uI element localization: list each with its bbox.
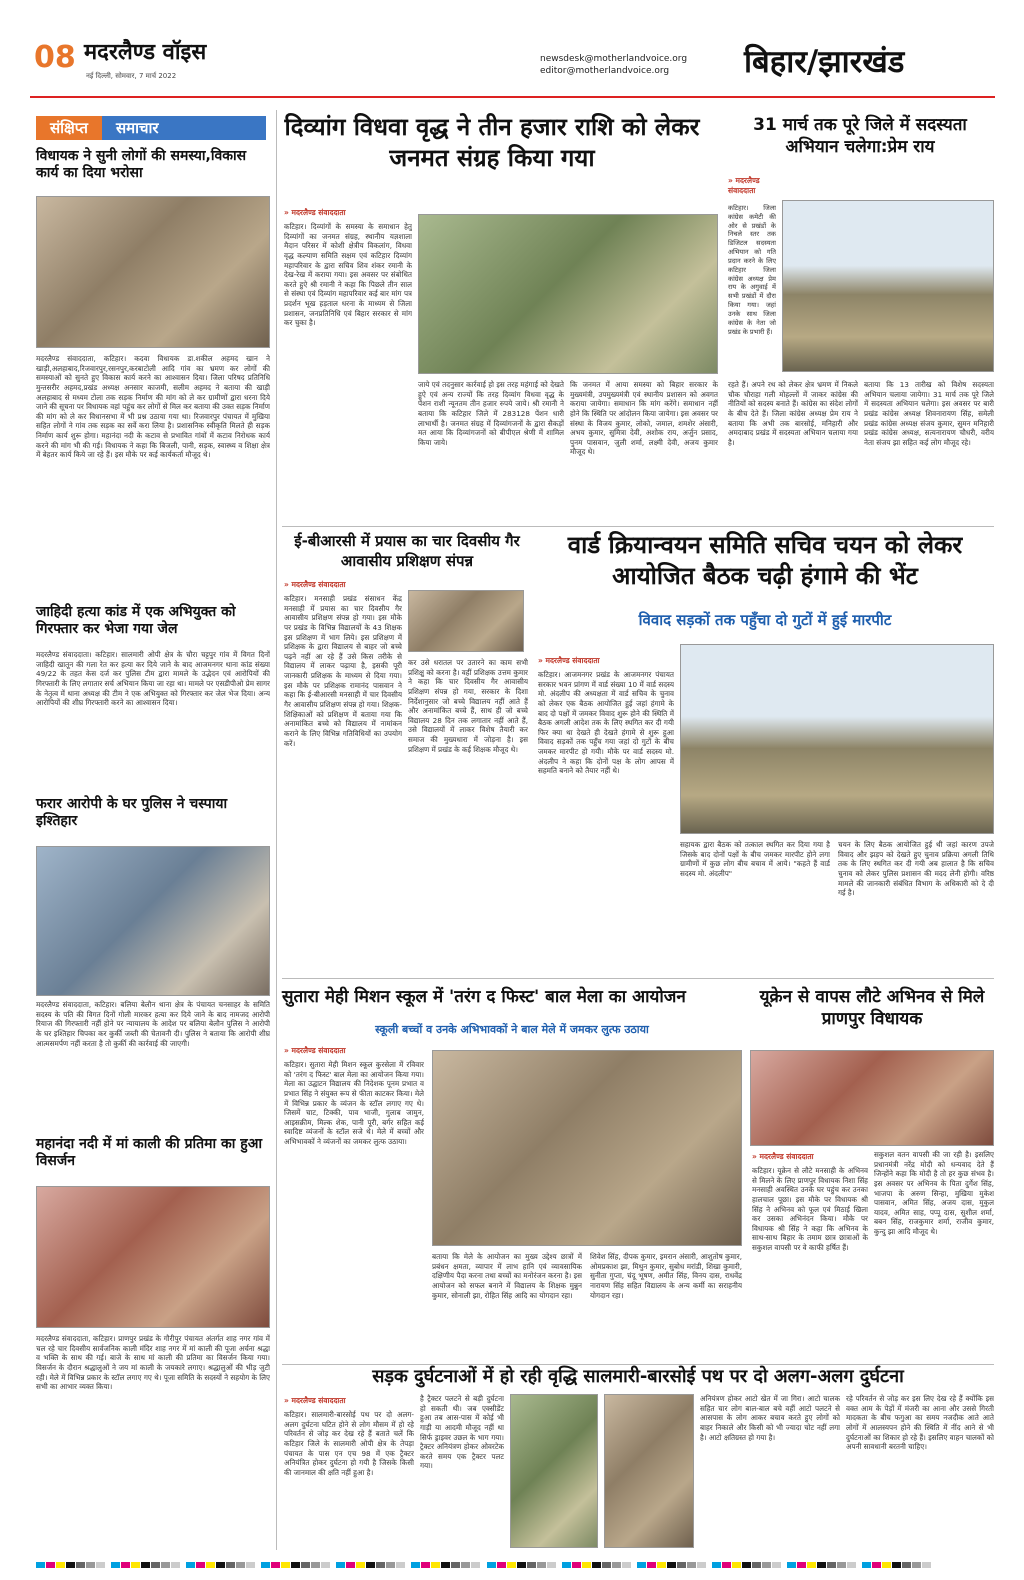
email-editor[interactable]: editor@motherlandvoice.org bbox=[540, 66, 670, 76]
lead-body-col1: कटिहार। दिव्यांगों के समस्या के समाधान हेतु दिव्यांगों का जनमत संग्रह, स्थानीय यज्ञशाला मैदान परिसर में कोशी क्षेत्रीय विकलांग, विधवा वृद्ध कल्याण समिति सक्षम एवं कटिहार दिव्यांग महापरिवार के द्वारा सचिव शिव शंकर रमानी के देख-रेख में कराया गया। इस अवसर पर संबोधित करते हुऐ श्री रमानी ने कहा कि पिछले तीन साल से संस्था एवं दिव्यांग महापरिवार कई बार मांग पत्र प्रदर्शन भूख हड़ताल धरना के माध्यम से जिला प्रशासन, जनप्रतिनिधि एवं बिहार सरकार से मांग कर चुका है। bbox=[284, 222, 412, 328]
congress-campaign-photo bbox=[782, 200, 994, 372]
training-body-col2: कर उसे धरातल पर उतारने का काम सभी प्रशिक्षु को करना है। वहीं प्रशिक्षक उत्तम कुमार ने कहा कि चार दिवसीय गैर आवासीय प्रशिक्षण संपन्न हो गया, सरकार के दिशा निर्देशानुसार जो बच्चे विद्यालय नहीं आते हैं और अनामांकित बच्चे हैं, साथ ही जो बच्चे विद्यालय 28 दिन तक लगातार नहीं आते हैं, उसे विद्यालयों में लाकर विशेष तैयारी कर समाज की मुख्यधारा में जोड़ना है। इस प्रशिक्षण में प्रखंड के कई शिक्षक मौजूद थे। bbox=[408, 658, 528, 754]
section-divider bbox=[282, 978, 994, 979]
section-title: बिहार/झारखंड bbox=[744, 44, 905, 80]
ukraine-byline: » मदरलैण्ड संवाददाता bbox=[752, 1152, 814, 1162]
lead-body-col3: कि जनमत में आया समस्या को बिहार सरकार के मुख्यमंत्री, उपमुख्यमंत्री एवं स्थानीय प्रशासन को अवगत कराया जायेगा। समाधान कि मांग करेंगे। समाधान नहीं होने कि स्थिति पर आंदोलन किया जायेगा। इस अवसर पर संस्था के विजय कुमार, लोको, जमाल, शमशेर अंसारी, अभय कुमार, सुमित्रा देवी, अशोक राय, अर्जुन प्रसाद, पुनम पासवान, जुली शर्मा, लक्ष्मी देवी, अजय कुमार मौजूद थे। bbox=[570, 380, 718, 457]
dateline: नई दिल्ली, सोमवार, 7 मार्च 2022 bbox=[86, 72, 177, 80]
accident-body-col4: रहे परिवर्तन से जोड़ कर इस लिए देख रहे हैं क्योंकि इस वक्त आम के पेड़ों में मंजरी का आना और उससे गिरती मादकता के बीच फगुआ का समय नजदीक आते आते लोगों में आलस्यपन होने की स्थिति में नींद आने से भी दुर्घटनाओं का शिकार हो रहे हैं। इसलिए वाहन चालकों को अपनी सावधानी बरतनी चाहिए। bbox=[846, 1394, 994, 1452]
ward-headline: वार्ड क्रियान्वयन समिति सचिव चयन को लेकर आयोजित बैठक चढ़ी हंगामे की भेंट bbox=[567, 531, 963, 591]
ward-subhead: विवाद सड़कों तक पहुँचा दो गुटों में हुई मारपीट bbox=[638, 611, 892, 629]
mela-byline: » मदरलैण्ड संवाददाता bbox=[284, 1046, 346, 1056]
ward-body-col2: चयन के लिए बैठक आयोजित हुई थी जहां कारण उपजे विवाद और झड़प को देखते हुए चुनाव प्रक्रिया अगली तिथि तक के लिए स्थगित कर दी गयी अब हालात है कि सचिव चुनाव को लेकर पुलिस प्रशासन की मदद लेनी होगी। वरिष्ठ मामले की जानकारी संबंधित विभाग के अधिकारी को दे दी गई है। bbox=[838, 840, 994, 898]
ukraine-body-col1: कटिहार। यूक्रेन से लौटे मनसाही के अभिनव से मिलने के लिए प्राणपुर विधायक निशा सिंह मनसाही अवस्थित उनके घर पहुंच कर उनका हालचाल पूछा। इस मौके पर विधायक श्री सिंह ने अभिनव को फूल एवं मिठाई खिला कर उसका अभिनंदन किया। मौके पर विधायक श्री सिंह ने कहा कि अभिनव के साथ-साथ बिहार के तमाम छात्र छात्राओं के सकुशल वापसी पर वे काफी हर्षित हैं। bbox=[752, 1166, 868, 1253]
accident-byline: » मदरलैण्ड संवाददाता bbox=[284, 1396, 346, 1406]
sidebar-story1-headline: विधायक ने सुनी लोगों की समस्या,विकास कार्य का दिया भरोसा bbox=[36, 148, 247, 181]
sidebar-story2-body: मदरलैण्ड संवाददाता। कटिहार। सालमारी ओपी क्षेत्र के चौरा चट्टपुर गांव में विगत दिनों जाहिदी खातून की गला रेत कर हत्या कर दिये जाने के बाद आजमनगर थाना कांड संख्या 49/22 के तहत केस दर्ज कर पुलिस टीम द्वारा मामले के उद्भेदन एवं आरोपियों की गिरफ्तारी के लिए लगातार सर्च अभियान किया जा रहा था। मामले पर एसडीपीओ प्रेम सागर के नेतृत्व में थाना अध्यक्ष की टीम ने एक अभियुक्त को गिरफ्तार कर जेल भेज दिया। अन्य आरोपियों की शीघ्र गिरफ्तारी करने का आश्वासन दिया। bbox=[36, 650, 270, 708]
mela-headline: सुतारा मेही मिशन स्कूल में 'तरंग द फिस्ट' बाल मेला का आयोजन bbox=[282, 987, 686, 1007]
kali-idol-photo bbox=[36, 1186, 270, 1328]
mela-body-col3: शिवेश सिंह, दीपक कुमार, इमरान अंसारी, आशुतोष कुमार, ओमप्रकाश झा, मिथुन कुमार, सुबोध मरांडी, शिखा कुमारी, सुनीता गुप्ता, चंदू भूषण, अमीत सिंह, विनय दास, राधवेंद्र नारायण सिंह सहित विद्यालय के अन्य कर्मी का सराहनीय योगदान रहा। bbox=[590, 1252, 742, 1300]
masthead: मदरलैण्ड वॉइस bbox=[84, 40, 207, 65]
lead-headline: दिव्यांग विधवा वृद्ध ने तीन हजार राशि को लेकर जनमत संग्रह किया गया bbox=[284, 113, 700, 173]
header-rule bbox=[30, 96, 995, 98]
training-photo bbox=[408, 590, 524, 652]
training-byline: » मदरलैण्ड संवाददाता bbox=[284, 580, 346, 590]
membership-byline: » मदरलैण्ड संवाददाता bbox=[728, 176, 778, 196]
email-newsdesk[interactable]: newsdesk@motherlandvoice.org bbox=[540, 54, 688, 64]
sidebar-story1-body: मदरलैण्ड संवाददाता, कटिहार। कदवा विधायक डा.शकील अहमद खान ने खाड़ी,अलहाबाद,रिजवारपुर,रसनपुर,करबाटोली आदि गांव का भ्रमण कर लोगों की समस्याओं को सुनते हुए विकास कार्य करने का आश्वासन दिया। जिला परिषद प्रतिनिधि मुन्तसरीर अहमद,प्रखंड अध्यक्ष अनसार काजमी, सलीम अहमद ने बताया की खाड़ी अलहाबाद से मध्यम टोला तक सड़क निर्माण की मांग को ले कर ग्रामीणों द्वारा धरना दिये जाने की सूचना पर विधायक वहां पहुंच कर लोगों से मिल कर बताया की उक्त सड़क निर्माण की मांग को ले कर विधानसभा में भी प्रश्न उठाया गया था। रिजवारपुर पंचायत में मुखिया सहित लोगों ने गांव तक सड़क का सर्वे करा लिया है। प्रशासनिक स्वीकृति मिलते ही सड़क निर्माण कार्य शुरू होगा। महानंदा नदी के कटाव से प्रभावित गांवों में कटाव निरोधक कार्य करने की मांग भी की गई। विधायक ने कहा कि बिजली, पानी, सड़क, स्वास्थ्य व शिक्षा क्षेत्र में बेहतर कार्य किये जा रहे हैं। इस मौके पर कई कार्यकर्ता मौजूद थे। bbox=[36, 354, 270, 460]
section-divider bbox=[282, 1364, 994, 1365]
accident-body-col2: है ट्रैक्टर पलटने से बड़ी दुर्घटना हो सकती थी। जब एक्सीडेंट हुआ तब आस-पास में कोई भी गाड़ी या आदमी मौजूद नहीं था सिर्फ ड्राइवर उछल के भाग गया। ट्रैक्टर अनियंत्रण होकर ओवरटेक करते समय एक ट्रैक्टर पलट गया। bbox=[420, 1394, 504, 1471]
accident-photo-auto bbox=[604, 1394, 694, 1548]
column-divider bbox=[276, 110, 277, 1550]
mela-body-col1: कटिहार। सुतारा मेही मिशन स्कूल कुरसेला में रविवार को 'तरंग द फिस्ट' बाल मेला का आयोजन किया गया। मेला का उद्घाटन विद्यालय की निदेशक पूनम प्रभात व प्रभात सिंह ने संयुक्त रूप से फीता काटकर किया। मेले में विभिन्न प्रकार के व्यंजन के स्टॉल लगाए गए थे। जिसमें चाट, टिक्की, पाव भाजी, गुलाब जामुन, आइसक्रीम, मिल्क शेक, पानी पूरी, बर्गर सहित कई स्वादिष्ट व्यंजनों के स्टॉल सजे थे। मेले में बच्चों और अभिभावकों ने व्यंजनों का जमकर लुत्फ उठाया। bbox=[284, 1060, 424, 1147]
accident-headline: सड़क दुर्घटनाओं में हो रही वृद्धि सालमारी-बारसोई पथ पर दो अलग-अलग दुर्घटना bbox=[372, 1366, 904, 1387]
sidebar-story4-body: मदरलैण्ड संवाददाता, कटिहार। प्राणपुर प्रखंड के गौरीपुर पंचायत अंतर्गत शाह नगर गांव में चल रहे चार दिवसीय सार्वजनिक काली मंदिर शाह नगर में मां काली की पूजा अर्चना श्रद्धा व भक्ति के साथ की गई। बाजे के साथ मां काली की प्रतिमा का विसर्जन किया गया। विसर्जन के दौरान श्रद्धालुओं ने जय मां काली के जयकारे लगाए। श्रद्धालुओं की भीड़ जुटी रही। मेले में विभिन्न प्रकार के स्टॉल लगाए गए थे। पूजा समिति के सदस्यों ने सहयोग के लिए सभी का आभार व्यक्त किया। bbox=[36, 1334, 270, 1392]
mela-inauguration-photo bbox=[432, 1050, 742, 1246]
color-registration-bar bbox=[36, 1556, 996, 1568]
page-number: 08 bbox=[34, 40, 76, 75]
ukraine-headline: यूक्रेन से वापस लौटे अभिनव से मिले प्राणपुर विधायक bbox=[759, 987, 985, 1030]
sidebar-story2-headline: जाहिदी हत्या कांड में एक अभियुक्त को गिरफ्तार कर भेजा गया जेल bbox=[36, 604, 236, 637]
tag-news: समाचार bbox=[102, 116, 266, 140]
mela-body-col2: बताया कि मेले के आयोजन का मुख्य उद्देश्य छात्रों में प्रबंधन क्षमता, व्यापार में लाभ हानि एवं व्यावसायिक दक्षिणीय पैदा करना तथा बच्चों का मनोरंजन करना है। इस आयोजन को सफल बनाने में विद्यालय के शिक्षक मुन्नुन कुमार, सोनाली झा, रोहित सिंह आदि का योगदान रहा। bbox=[432, 1252, 582, 1300]
sidebar-story4-headline: महानंदा नदी में मां काली की प्रतिमा का हुआ विसर्जन bbox=[36, 1136, 263, 1169]
ukraine-body-col2: सकुशल वतन वापसी की जा रही है। इसलिए प्रधानमंत्री नरेंद्र मोदी को धन्यवाद देते हैं जिन्होंने कहा कि मोदी है तो हर कुछ संभव है। इस अवसर पर अभिनव के पिता दुर्गेश सिंह, भाजपा के अरुण सिन्हा, मुखिया मुकेश पासवान, अमित सिंह, अजय दास, मुकुल यादव, अमित साह, पप्पू दास, सुशील शर्मा, बबन सिंह, राजकुमार शर्मा, राजीव कुमार, कुन्दु झा आदि मौजूद थे। bbox=[874, 1150, 994, 1237]
sidebar-story3-body: मदरलैण्ड संवाददाता, कटिहार। बलिया बेलौन थाना क्षेत्र के पंचायत चनसाहर के समिति सदस्य के पति की विगत दिनों गोली मारकर हत्या कर दिये जाने के बाद नामजद आरोपी रियाज की गिरफ्तारी नहीं होने पर न्यायालय के आदेश पर बलिया बेलौन पुलिस ने आरोपी के घर इश्तिहार चिपका कर कुर्की जब्ती की चेतावनी दी। पुलिस ने बताया कि आरोपी शीघ्र आत्मसमर्पण नहीं करता है तो कुर्की की कार्रवाई की जाएगी। bbox=[36, 1000, 270, 1048]
membership-body-left: कटिहार। जिला कांग्रेस कमेटी की ओर से प्रखंडों के निचले स्तर तक डिजिटल सदस्यता अभियान को गति प्रदान करने के लिए कटिहार जिला कांग्रेस अध्यक्ष प्रेम राय के अगुवाई में सभी प्रखंडों में दौरा किया गया। जहां उनके साथ जिला कांग्रेस के नेता जो प्रखंड के प्रभारी हैं। bbox=[728, 204, 776, 336]
ward-body-col1: कटिहार। आजमनगर प्रखंड के आजमनगर पंचायत सरकार भवन प्रांगण में वार्ड संख्या 10 में वार्ड सदस्य मो. अंदलीप की अध्यक्षता में वार्ड सचिव के चुनाव को लेकर एक बैठक आयोजित हुई जहां हंगामे के बाद दो पक्षों में जमकर विवाद शुरू होने की स्थिति में बैठक अगली आदेश तक के लिए स्थगित कर दी गयी फिर क्या था देखते ही देखते हंगामे से शुरू हुआ विवाद सड़कों तक पहुँच गया जहां दो गुटों के बीच जमकर मारपीट हो गयी। मौके पर वार्ड सदस्य मो. अंदलीप ने कहा कि दोनों पक्ष के लोग आपस में सहमति बनाने को तैयार नहीं थे। bbox=[538, 670, 674, 776]
ward-caption: सहायक द्वारा बैठक को तत्काल स्थगित कर दिया गया है जिसके बाद दोनों पक्षों के बीच जमकर मारपीट होने लगा ग्रामीणों में कुछ लोग बीच बचाव में आये। "कहते हैं वार्ड सदस्य मो. अंदलीप" bbox=[680, 840, 830, 878]
membership-body-col1: रहते हैं। अपने रथ को लेकर क्षेत्र भ्रमण में निकले चौक चौराहा गली मोहल्लों में जाकर कांग्रेस की नीतियों को सदस्य बनाते हैं। कांग्रेस का संदेश लोगों के बीच देते हैं। जिला कांग्रेस अध्यक्ष प्रेम राय ने बताया कि अभी तक बारसोई, मनिहारी और अमदाबाद प्रखंड में सदस्यता अभियान चलाया गया है। bbox=[728, 380, 858, 447]
lead-byline: » मदरलैण्ड संवाददाता bbox=[284, 208, 346, 218]
referendum-photo bbox=[418, 214, 718, 374]
accident-photo-tractor bbox=[510, 1394, 598, 1548]
sidebar-story3-headline: फरार आरोपी के घर पुलिस ने चस्पाया इश्तिहार bbox=[36, 796, 228, 829]
tag-brief: संक्षिप्त bbox=[36, 116, 102, 140]
training-body-col1: कटिहार। मनसाही प्रखंड संसाधन केंद्र मनसाही में प्रयास का चार दिवसीय गैर आवासीय प्रशिक्षण संपन्न हो गया। इस मौके पर प्रखंड के विभिन्न विद्यालयों के 43 शिक्षक इस प्रशिक्षण में भाग लिये। इस प्रशिक्षण में प्रशिक्षक के द्वारा विद्यालय से बाहर जो बच्चे पढ़ने नहीं आ रहे हैं उसे किस तरीके से विद्यालय में लाकर पढ़ाया है, इसकी पूरी जानकारी प्रशिक्षक के माध्यम से दिया गया। इस मौके पर प्रशिक्षक रामानंद पासवान ने कहा कि ई-बीआरसी मनसाही में चार दिवसीय गैर आवासीय प्रशिक्षण संपन्न हो गया। शिक्षक-शिक्षिकाओं को प्रशिक्षण में बताया गया कि अनामांकित बच्चे को विद्यालय में नामांकन कराने के लिए विभिन्न गतिविधियों का उपयोग करें। bbox=[284, 594, 402, 748]
mla-meeting-photo bbox=[36, 196, 270, 348]
membership-body-col2: बताया कि 13 तारीख को विशेष सदस्यता अभियान चलाया जायेगा। 31 मार्च तक पूरे जिले में सदस्यता अभियान चलेगा। इस अवसर पर बारी प्रखंड कांग्रेस अध्यक्ष शिवनारायण सिंह, समेली प्रखंड कांग्रेस अध्यक्ष संजय कुमार, सुमन मनिहारी प्रखंड कांग्रेस अध्यक्ष, सत्यनारायण चौधरी, वरीय नेता संजय झा सहित कई लोग मौजूद रहे। bbox=[864, 380, 994, 447]
ward-clash-photo bbox=[680, 644, 994, 834]
section-divider bbox=[282, 526, 994, 527]
ukraine-return-photo bbox=[750, 1050, 994, 1146]
sidebar-tag bbox=[36, 116, 266, 140]
lead-body-col2: जाये एवं तदनुसार कार्रवाई हो इस तरह महंगाई को देखते हुऐ एवं अन्य राज्यों कि तरह दिव्यांग विधवा वृद्ध के पेंशन राशी न्यूनतम तीन हजार रुपये जाये। श्री रमानी ने बताया कि कटिहार जिले में 283128 पेंशन धारी लाभार्थी है। जनमत संग्रह में दिव्यांगजनों के द्वारा सैकड़ों मत आया कि दिव्यांगजनों को बीपीएल श्रेणी में शामिल किया जाये। bbox=[418, 380, 564, 447]
police-notice-photo bbox=[36, 846, 270, 996]
mela-subhead: स्कूली बच्चों व उनके अभिभावकों ने बाल मेले में जमकर लुत्फ उठाया bbox=[375, 1023, 649, 1036]
training-headline: ई-बीआरसी में प्रयास का चार दिवसीय गैर आवासीय प्रशिक्षण संपन्न bbox=[294, 532, 520, 570]
accident-body-col3: अनियंत्रण होकर आटो खेत में जा गिरा। आटो चालक सहित चार लोग बाल-बाल बचे वहीं आटो पलटने से आसपास के लोग आकर बचाव करते हुए लोगों को बाहर निकाले और किसी को भी ज्यादा चोट नहीं लगा है। आटो क्षतिग्रस्त हो गया है। bbox=[700, 1394, 840, 1442]
accident-body-col1: कटिहार। सालमारी-बारसोई पथ पर दो अलग-अलग दुर्घटना घटित होने से लोग मौसम में हो रहे परिवर्तन से जोड़ कर देख रहे हैं बताते चलें कि कटिहार जिले के सालमारी ओपी क्षेत्र के तेपड़ा पंचायत के पास एन एच 98 में एक ट्रैक्टर अनियंत्रित होकर दुर्घटना हो गयी है जिसके किसी की जानमाल की क्षति नहीं हुआ है। bbox=[284, 1410, 414, 1477]
membership-headline: 31 मार्च तक पूरे जिले में सदस्यता अभियान चलेगा:प्रेम राय bbox=[753, 115, 967, 158]
ward-byline: » मदरलैण्ड संवाददाता bbox=[538, 656, 600, 666]
